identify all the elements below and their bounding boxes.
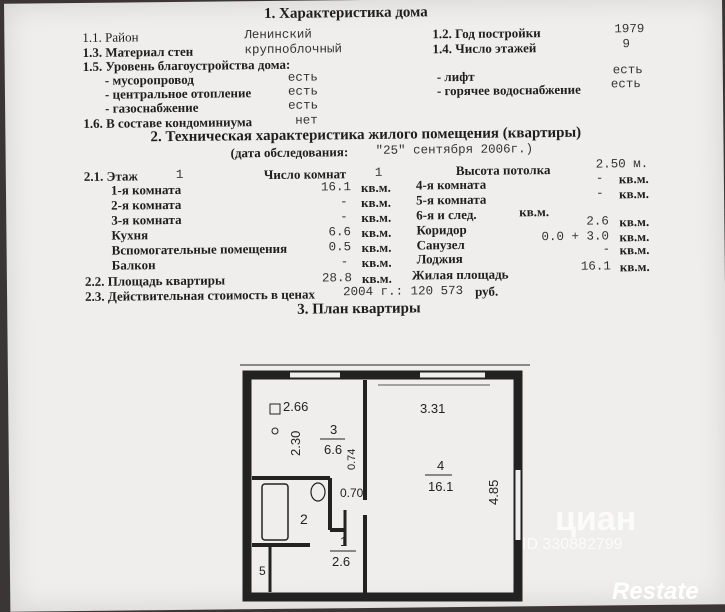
unit: кв.м. (618, 186, 649, 202)
rooms-label: Число комнат (263, 166, 347, 183)
room-label: Лоджия (416, 250, 463, 267)
corridor-area: 2.6 (332, 554, 351, 569)
room-value: 16.1 (320, 180, 352, 195)
room-label: 5-я комната (416, 191, 487, 208)
value: есть (610, 77, 641, 92)
living-area-value: 16.1 (580, 259, 611, 274)
room-value: - (340, 255, 349, 270)
label: 1.4. Число этажей (432, 40, 537, 57)
floor-value: 1 (175, 167, 184, 182)
label: - лифт (436, 68, 475, 85)
survey-date-value: "25" сентября 2006г.) (375, 142, 534, 158)
unit: кв.м. (519, 204, 550, 220)
unit: кв.м. (619, 214, 650, 230)
unit: кв.м. (361, 239, 392, 256)
room-label: 1-я комната (110, 181, 182, 198)
ceiling-label: Высота потолка (455, 162, 551, 179)
room-width-label: 3.31 (420, 401, 446, 416)
unit: кв.м. (361, 224, 392, 241)
label: - центральное отопление (104, 85, 252, 102)
section3-title: 3. План квартиры (297, 300, 421, 318)
value: нет (295, 113, 318, 128)
value: Ленинский (244, 27, 312, 43)
label: - мусоропровод (104, 71, 194, 88)
kitchen-area: 6.6 (324, 442, 343, 457)
room-value: - (340, 210, 348, 225)
room-value: - (595, 186, 604, 201)
apartment-area-value: 28.8 (321, 271, 353, 286)
label: 1.2. Год постройки (432, 25, 541, 42)
value: есть (288, 98, 319, 113)
bathroom-number: 2 (300, 511, 308, 527)
room-label: Кухня (111, 227, 149, 243)
kitchen-number: 3 (330, 422, 338, 437)
bath-width-label: 0.70 (340, 486, 364, 500)
storage-number: 5 (259, 564, 266, 578)
unit: кв.м. (361, 254, 392, 271)
corridor-number: 1 (340, 534, 348, 549)
ceiling-value: 2.50 м. (595, 157, 649, 172)
value: есть (287, 70, 318, 85)
room-label: 2-я комната (111, 196, 182, 213)
section1-title: 1. Характеристика дома (264, 4, 428, 23)
room-label: 4-я комната (415, 176, 487, 193)
label: 1.5. Уровень благоустройства дома: (82, 56, 291, 74)
room-value: - (602, 242, 611, 257)
room-value: - (595, 171, 604, 186)
room-value: 0.5 (328, 240, 352, 255)
room-number: 4 (437, 458, 445, 473)
room-value: - (340, 195, 348, 210)
value: есть (612, 63, 643, 78)
room-height-label: 4.85 (486, 479, 501, 505)
room-label: Коридор (416, 221, 467, 238)
apartment-area-label: 2.2. Площадь квартиры (84, 272, 226, 289)
value: 9 (622, 37, 631, 52)
label: 1.1. Район (82, 29, 139, 45)
room-label: Вспомогательные помещения (111, 240, 288, 258)
floor-label: 2.1. Этаж (83, 168, 138, 184)
cian-id-watermark: ID 330882799 (522, 536, 623, 553)
value: 1979 (614, 22, 645, 37)
unit: кв.м. (618, 171, 649, 187)
room-value: 0.0 + 3.0 (541, 229, 610, 245)
restate-logo: Restate (612, 578, 699, 605)
unit: кв.м. (360, 179, 391, 196)
door-width-label: 0.74 (346, 448, 358, 470)
room-label: 3-я комната (111, 211, 182, 228)
room-value: 6.6 (328, 225, 352, 240)
rooms-value: 1 (374, 165, 383, 180)
unit: кв.м. (361, 209, 392, 226)
room-label: Балкон (111, 257, 156, 273)
cost-label: 2.3. Действительная стоимость в ценах (85, 286, 315, 304)
cost-unit: руб. (474, 283, 499, 299)
section2-title: 2. Техническая характеристика жилого помещения (квартиры) (150, 124, 582, 146)
kitchen-width-label: 2.66 (283, 399, 309, 414)
cian-watermark: циан (555, 500, 637, 538)
value: крупноблочный (244, 42, 343, 58)
unit: кв.м. (361, 270, 392, 287)
room-area: 16.1 (428, 479, 454, 494)
value: есть (287, 84, 319, 99)
label: - газоснабжение (105, 99, 199, 116)
label: 1.6. В составе кондоминиума (83, 114, 253, 131)
living-area-label: Жилая площадь (411, 266, 509, 283)
cost-value: 2004 г.: 120 573 (342, 283, 464, 300)
unit: кв.м. (619, 229, 650, 245)
label: - горячее водоснабжение (436, 81, 581, 99)
unit: кв.м. (361, 194, 392, 211)
unit: кв.м. (619, 259, 650, 275)
unit: кв.м. (619, 242, 650, 258)
kitchen-height-label: 2.30 (288, 430, 303, 456)
room-label: 6-я и след. (416, 206, 477, 223)
room-label: Санузел (416, 236, 465, 253)
survey-date-label: (дата обследования: (230, 144, 349, 161)
room-value: 2.6 (586, 214, 609, 229)
label: 1.3. Материал стен (82, 43, 194, 60)
